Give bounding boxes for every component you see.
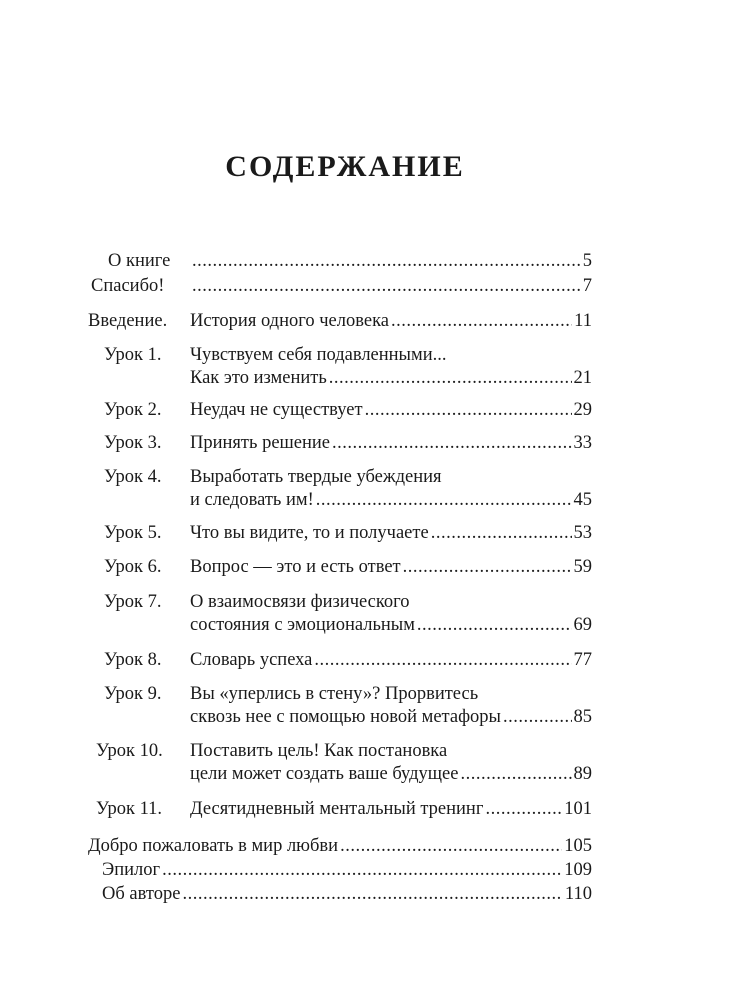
- page-number: 5: [582, 251, 592, 271]
- dot-leader: [365, 398, 572, 422]
- entry-leader: [190, 648, 592, 672]
- entry-title: Что вы видите, то и получаете: [190, 523, 429, 543]
- entry-label: Урок 2.: [104, 400, 162, 420]
- page-number: 7: [582, 276, 592, 296]
- page-number: 21: [573, 368, 592, 388]
- page-number: 85: [573, 707, 592, 727]
- page-number: 45: [573, 490, 592, 510]
- entry-leader: [190, 488, 592, 512]
- page-number: 29: [573, 400, 592, 420]
- entry-title-line1: Выработать твердые убеждения: [190, 467, 442, 487]
- toc-entry-lesson-10: [0, 739, 750, 763]
- entry-title: состояния с эмоциональным: [190, 615, 415, 635]
- entry-title: Неудач не существует: [190, 400, 363, 420]
- toc-entry-lesson-2: [0, 398, 750, 422]
- toc-entry-lesson-4: [0, 465, 750, 489]
- toc-entry-lesson-8: [0, 648, 750, 672]
- dot-leader: [162, 858, 562, 882]
- entry-label: Урок 1.: [104, 345, 162, 365]
- toc-entry-thanks: [0, 274, 750, 298]
- page-number: 77: [573, 650, 592, 670]
- dot-leader: [403, 555, 572, 579]
- entry-label: О книге: [108, 251, 171, 271]
- entry-leader: [190, 613, 592, 637]
- entry-leader: [102, 858, 592, 882]
- dot-leader: [192, 274, 581, 298]
- entry-title: Эпилог: [102, 860, 161, 880]
- entry-leader: [190, 274, 592, 298]
- entry-title-line1: Вы «уперлись в стену»? Прорвитесь: [190, 684, 479, 704]
- entry-title: Как это изменить: [190, 368, 327, 388]
- entry-leader: [190, 366, 592, 390]
- dot-leader: [340, 834, 562, 858]
- entry-title: История одного человека: [190, 311, 389, 331]
- dot-leader: [329, 366, 572, 390]
- toc-entry-lesson-7-cont: [0, 613, 750, 637]
- entry-label: Урок 7.: [104, 592, 162, 612]
- toc-entry-lesson-6: [0, 555, 750, 579]
- toc-entry-lesson-5: [0, 521, 750, 545]
- page-number: 105: [564, 836, 592, 856]
- entry-leader: [190, 249, 592, 273]
- toc-entry-lesson-9: [0, 682, 750, 706]
- page-number: 110: [564, 884, 592, 904]
- entry-title: цели может создать ваше будущее: [190, 764, 459, 784]
- entry-title: Добро пожаловать в мир любви: [88, 836, 339, 856]
- entry-title: Десятидневный ментальный тренинг: [190, 799, 484, 819]
- toc-entry-lesson-3: [0, 431, 750, 455]
- entry-label: Урок 4.: [104, 467, 162, 487]
- dot-leader: [332, 431, 572, 455]
- entry-title: и следовать им!: [190, 490, 314, 510]
- toc-entry-lesson-1: [0, 343, 750, 367]
- entry-leader: [190, 521, 592, 545]
- page-number: 59: [573, 557, 592, 577]
- toc-entry-author: [0, 882, 750, 906]
- page-number: 101: [564, 799, 592, 819]
- toc-entry-intro: [0, 309, 750, 333]
- entry-label: Урок 10.: [96, 741, 163, 761]
- page-number: 53: [573, 523, 592, 543]
- toc-entry-about: [0, 249, 750, 273]
- toc-entry-epilogue: [0, 858, 750, 882]
- entry-title-line1: О взаимосвязи физического: [190, 592, 410, 612]
- dot-leader: [503, 705, 572, 729]
- toc-entry-lesson-7: [0, 590, 750, 614]
- entry-leader: [190, 797, 592, 821]
- toc-entry-lesson-9-cont: [0, 705, 750, 729]
- page-number: 33: [573, 433, 592, 453]
- page-number: 11: [574, 311, 592, 331]
- entry-leader: [102, 882, 592, 906]
- entry-label: Введение.: [88, 311, 168, 331]
- entry-title-line1: Чувствуем себя подавленными...: [190, 345, 447, 365]
- entry-title: Принять решение: [190, 433, 330, 453]
- entry-label: Урок 9.: [104, 684, 162, 704]
- entry-label: Спасибо!: [91, 276, 165, 296]
- entry-label: Урок 3.: [104, 433, 162, 453]
- toc-entry-welcome: [0, 834, 750, 858]
- dot-leader: [460, 762, 571, 786]
- entry-label: Урок 11.: [96, 799, 163, 819]
- entry-title: сквозь нее с помощью новой метафоры: [190, 707, 501, 727]
- page-number: 69: [573, 615, 592, 635]
- entry-leader: [190, 398, 592, 422]
- toc-entry-lesson-4-cont: [0, 488, 750, 512]
- dot-leader: [182, 882, 562, 906]
- entry-title-line1: Поставить цель! Как постановка: [190, 741, 448, 761]
- dot-leader: [314, 648, 571, 672]
- page-title: СОДЕРЖАНИЕ: [225, 150, 465, 183]
- toc-entry-lesson-10-cont: [0, 762, 750, 786]
- entry-title: Вопрос — это и есть ответ: [190, 557, 401, 577]
- entry-title: Об авторе: [102, 884, 181, 904]
- entry-leader: [88, 834, 592, 858]
- dot-leader: [316, 488, 572, 512]
- entry-leader: [190, 431, 592, 455]
- entry-leader: [190, 309, 592, 333]
- entry-label: Урок 6.: [104, 557, 162, 577]
- entry-title: Словарь успеха: [190, 650, 313, 670]
- entry-leader: [190, 555, 592, 579]
- page-number: 89: [573, 764, 592, 784]
- entry-label: Урок 5.: [104, 523, 162, 543]
- page-number: 109: [564, 860, 592, 880]
- dot-leader: [391, 309, 572, 333]
- entry-leader: [190, 762, 592, 786]
- dot-leader: [192, 249, 581, 273]
- toc-entry-lesson-11: [0, 797, 750, 821]
- toc-entry-lesson-1-cont: [0, 366, 750, 390]
- entry-label: Урок 8.: [104, 650, 162, 670]
- dot-leader: [431, 521, 572, 545]
- dot-leader: [417, 613, 572, 637]
- dot-leader: [485, 797, 562, 821]
- entry-leader: [190, 705, 592, 729]
